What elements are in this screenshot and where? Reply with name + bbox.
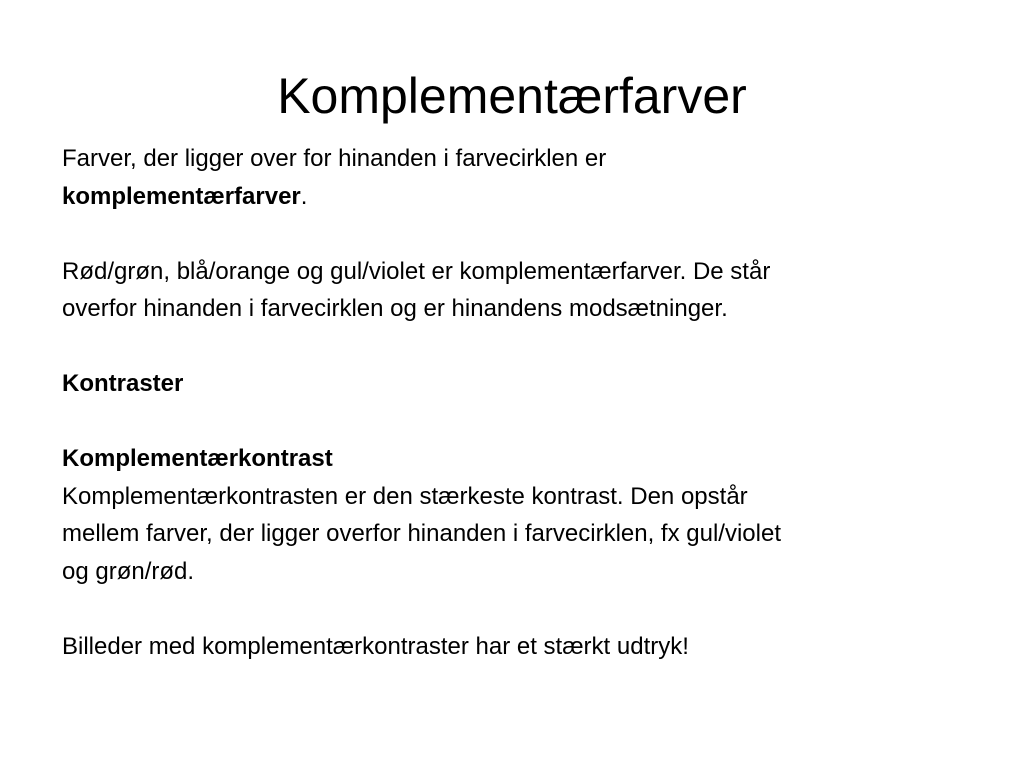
spacer: [62, 403, 962, 441]
heading-kontraster-text: Kontraster: [62, 370, 184, 397]
slide-body: [62, 140, 962, 665]
paragraph-1-line-1: Farver, der ligger over for hinanden i farvecirklen er: [62, 145, 607, 172]
paragraph-2-line-1: Rød/grøn, blå/orange og gul/violet er komplementærfarver. De står: [62, 257, 771, 285]
spacer: [62, 215, 962, 253]
period: .: [300, 182, 308, 210]
bold-term-komplementaerfarver: komplementærfarver: [62, 182, 301, 210]
paragraph-4-line-1: Billeder med komplementærkontraster har et stærkt udtryk!: [62, 632, 689, 660]
paragraph-1-line-2: [62, 178, 962, 216]
heading-kontraster: [62, 365, 962, 403]
paragraph-3-line-3: og grøn/rød.: [62, 557, 195, 585]
paragraph-2-line-2: overfor hinanden i farvecirklen og er hinandens modsætninger.: [62, 295, 728, 322]
heading-komplementaerkontrast-text: Komplementærkontrast: [62, 445, 333, 472]
spacer: [62, 328, 962, 366]
spacer: [62, 590, 962, 628]
slide-title: Komplementærfarver: [277, 68, 747, 124]
paragraph-3-line-2: mellem farver, der ligger overfor hinanden i farvecirklen, fx gul/violet: [62, 520, 781, 547]
heading-komplementaerkontrast: [62, 440, 962, 478]
paragraph-3-line-1: Komplementærkontrasten er den stærkeste kontrast. Den opstår: [62, 482, 748, 510]
